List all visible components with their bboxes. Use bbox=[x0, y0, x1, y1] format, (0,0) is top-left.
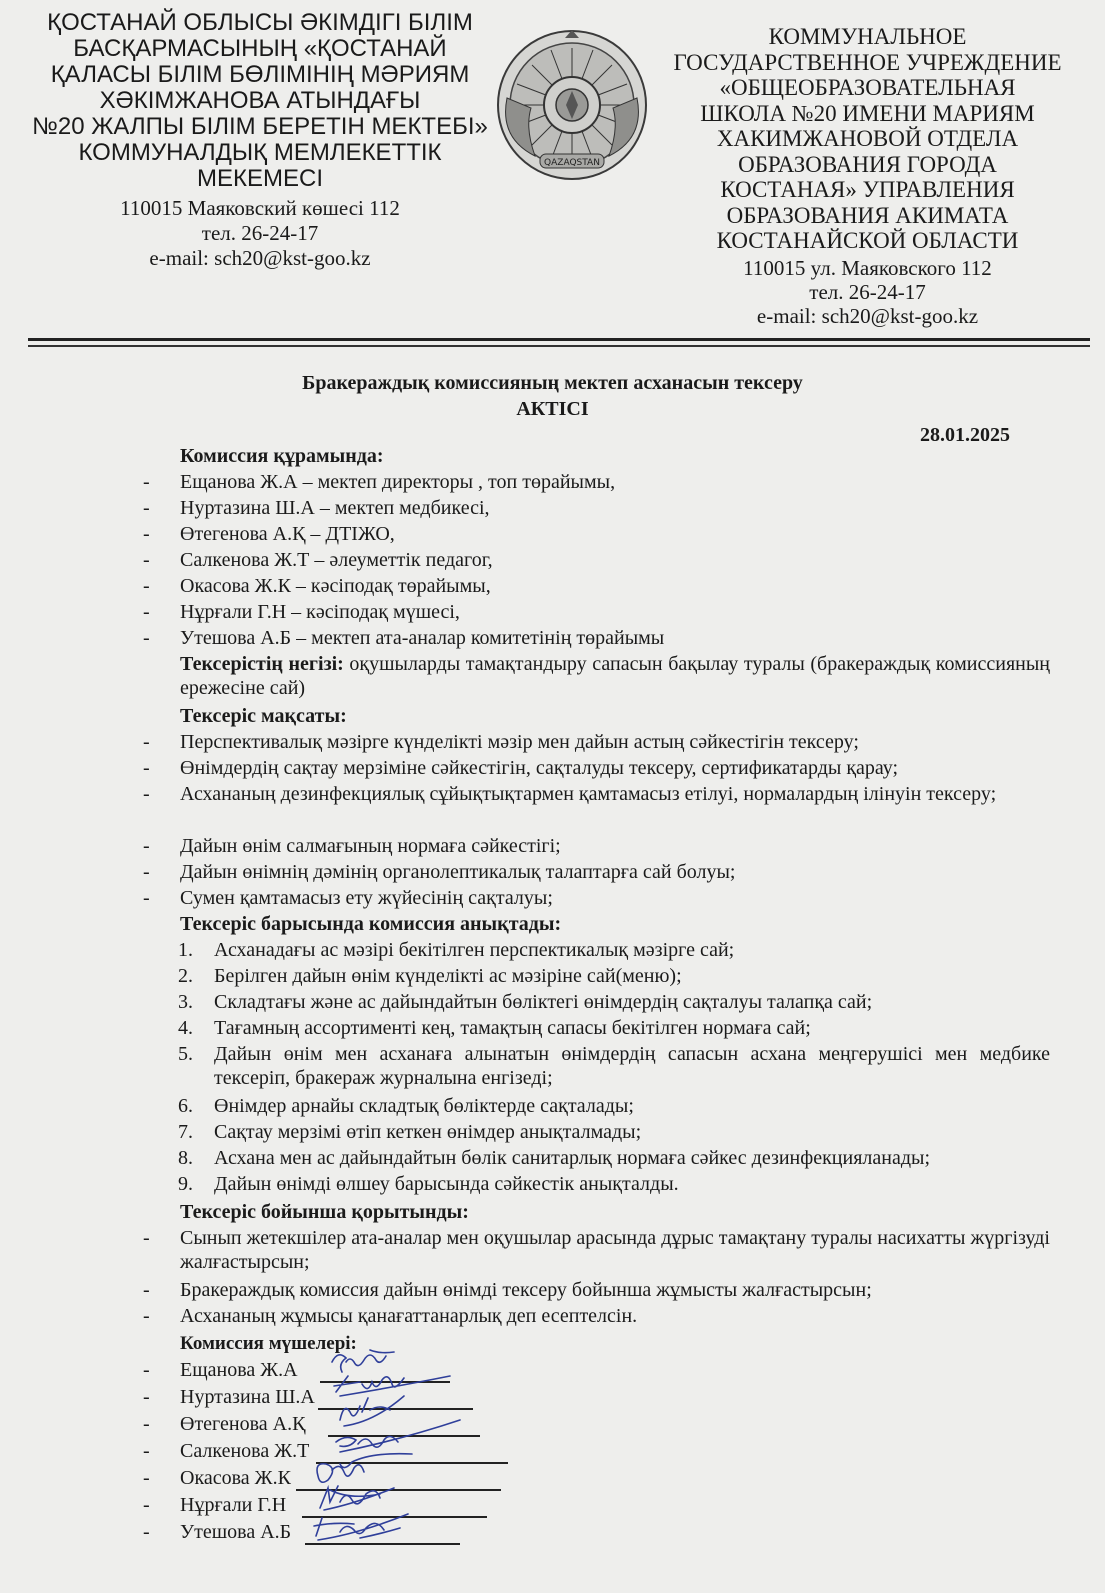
commission-member: Утешова А.Б – мектеп ата-аналар комитетінің төрайымы bbox=[180, 627, 665, 649]
purpose-item: Перспективалық мәзірге күнделікті мәзір мен дайын астың сәйкестігін тексеру; bbox=[180, 731, 859, 753]
finding-item: Сақтау мерзімі өтіп кеткен өнімдер анықталмады; bbox=[214, 1121, 642, 1143]
list-bullet: - bbox=[143, 575, 150, 597]
basis-label: Тексерістің негізі: bbox=[180, 653, 344, 675]
purpose-item: Дайын өнімнің дәмінің органолептикалық талаптарға сай болуы; bbox=[180, 861, 736, 883]
header-line: ҚОСТАНАЙ ОБЛЫСЫ ӘКІМДІГІ БІЛІМ bbox=[47, 9, 473, 36]
finding-item: Складтағы және ас дайындайтын бөліктегі өнімдердің сақталуы талапқа сай; bbox=[214, 991, 873, 1013]
header-line: ҚАЛАСЫ БІЛІМ БӨЛІМІНІҢ МӘРИЯМ bbox=[50, 61, 470, 88]
list-bullet: - bbox=[143, 1440, 150, 1462]
finding-item: Тағамның ассортименті кең, тамақтың сапасы бекітілген нормаға сай; bbox=[214, 1017, 811, 1039]
header-line: МЕКЕМЕСІ bbox=[197, 165, 323, 192]
list-number: 7. bbox=[178, 1121, 193, 1143]
conclusion-item: Сынып жетекшілер ата-аналар мен оқушылар арасында дұрыс тамақтану туралы насихатты жүргізуді жалғастырсын; bbox=[180, 1227, 1050, 1273]
list-bullet: - bbox=[143, 835, 150, 857]
document-date: 28.01.2025 bbox=[920, 424, 1010, 446]
header-line: КОММУНАЛДЫҚ МЕМЛЕКЕТТІК bbox=[78, 139, 442, 166]
header-russian bbox=[665, 24, 1070, 328]
signatory-name: Ещанова Ж.А bbox=[180, 1359, 298, 1381]
commission-heading: Комиссия құрамында: bbox=[180, 445, 384, 467]
phone-line: тел. 26-24-17 bbox=[201, 221, 319, 245]
finding-item: Дайын өнімді өлшеу барысында сәйкестік анықталды. bbox=[214, 1173, 679, 1195]
phone-line: тел. 26-24-17 bbox=[809, 279, 926, 304]
signature-stroke bbox=[334, 1376, 450, 1396]
commission-member: Нұрғали Г.Н – кәсіподақ мүшесі, bbox=[180, 601, 460, 623]
list-bullet: - bbox=[143, 523, 150, 545]
header-line: БАСҚАРМАСЫНЫҢ «ҚОСТАНАЙ bbox=[73, 35, 447, 62]
header-line: КОСТАНАЯ» УПРАВЛЕНИЯ bbox=[720, 177, 1015, 202]
commission-member: Өтегенова А.Қ – ДТІЖО, bbox=[180, 523, 395, 545]
list-bullet: - bbox=[143, 887, 150, 909]
list-bullet: - bbox=[143, 1494, 150, 1516]
header-line: ШКОЛА №20 ИМЕНИ МАРИЯМ bbox=[700, 100, 1035, 126]
list-number: 4. bbox=[178, 1017, 193, 1039]
header-line: КОММУНАЛЬНОЕ bbox=[768, 24, 967, 49]
header-line: ХАКИМЖАНОВОЙ ОТДЕЛА bbox=[716, 126, 1019, 151]
header-line: ХӘКІМЖАНОВА АТЫНДАҒЫ bbox=[99, 87, 421, 114]
header-divider-thin bbox=[28, 345, 1090, 347]
purpose-item: Сумен қамтамасыз ету жүйесінің сақталуы; bbox=[180, 887, 553, 909]
address-line: 110015 Маяковский көшесі 112 bbox=[120, 196, 400, 220]
header-kazakh bbox=[30, 10, 490, 271]
purpose-item: Асхананың дезинфекциялық сұйықтықтармен қамтамасыз етілуі, нормалардың ілінуін тексеру; bbox=[180, 783, 997, 805]
basis-text: оқушыларды тамақтандыру сапасын бақылау туралы (бракераждық комиссияның ережесіне сай) bbox=[180, 653, 1050, 699]
header-line: КОСТАНАЙСКОЙ ОБЛАСТИ bbox=[716, 228, 1019, 253]
list-bullet: - bbox=[143, 861, 150, 883]
purpose-item: Дайын өнім салмағының нормаға сәйкестігі; bbox=[180, 835, 561, 857]
state-emblem-icon bbox=[495, 28, 650, 183]
signatory-name: Окасова Ж.К bbox=[180, 1467, 291, 1489]
list-bullet: - bbox=[143, 1521, 150, 1543]
signatory-name: Утешова А.Б bbox=[180, 1521, 292, 1543]
list-bullet: - bbox=[143, 783, 150, 805]
finding-item: Берілген дайын өнім күнделікті ас мәзіріне сай(меню); bbox=[214, 965, 682, 987]
list-bullet: - bbox=[143, 1279, 150, 1301]
list-bullet: - bbox=[143, 497, 150, 519]
header-divider bbox=[28, 338, 1090, 341]
document-title-act: АКТІСІ bbox=[516, 398, 589, 420]
commission-member: Ещанова Ж.А – мектеп директоры , топ төрайымы, bbox=[180, 471, 616, 493]
list-bullet: - bbox=[143, 1386, 150, 1408]
finding-item: Асханадағы ас мәзірі бекітілген перспектикалық мәзірге сай; bbox=[214, 939, 735, 961]
signature-stroke bbox=[320, 1486, 394, 1510]
email-line: e-mail: sch20@kst-goo.kz bbox=[756, 303, 979, 328]
header-line: ОБРАЗОВАНИЯ АКИМАТА bbox=[726, 202, 1009, 228]
list-bullet: - bbox=[143, 757, 150, 779]
signatory-name: Нуртазина Ш.А bbox=[180, 1386, 315, 1408]
commission-member: Салкенова Ж.Т – әлеуметтік педагог, bbox=[180, 549, 493, 571]
list-bullet: - bbox=[143, 471, 150, 493]
emblem-text: QAZAQSTAN bbox=[544, 158, 600, 168]
list-bullet: - bbox=[143, 1227, 150, 1249]
finding-item: Өнімдер арнайы складтық бөліктерде сақталады; bbox=[214, 1095, 634, 1117]
signatory-name: Нұрғали Г.Н bbox=[180, 1494, 287, 1516]
list-number: 5. bbox=[178, 1043, 193, 1065]
conclusion-item: Асхананың жұмысы қанағаттанарлық деп есептелсін. bbox=[180, 1305, 638, 1327]
signatory-name: Өтегенова А.Қ bbox=[180, 1413, 306, 1435]
finding-item: Дайын өнім мен асханаға алынатын өнімдердің сапасын асхана меңгерушісі мен медбике тексеріп, бракераж журналына енгізеді; bbox=[214, 1043, 1050, 1089]
conclusion-item: Бракераждық комиссия дайын өнімді тексеру бойынша жұмысты жалғастырсын; bbox=[180, 1279, 872, 1301]
signature-stroke bbox=[336, 1420, 460, 1452]
findings-heading: Тексеріс барысында комиссия анықтады: bbox=[180, 913, 562, 935]
signature-stroke bbox=[314, 1514, 408, 1540]
list-bullet: - bbox=[143, 1413, 150, 1435]
commission-member: Окасова Ж.К – кәсіподақ төрайымы, bbox=[180, 575, 491, 597]
email-line: e-mail: sch20@kst-goo.kz bbox=[149, 246, 371, 270]
list-bullet: - bbox=[143, 731, 150, 753]
signature-stroke bbox=[340, 1396, 404, 1426]
list-bullet: - bbox=[143, 601, 150, 623]
signature-stroke bbox=[332, 1350, 394, 1372]
commission-member: Нуртазина Ш.А – мектеп медбикесі, bbox=[180, 497, 490, 519]
signatory-name: Салкенова Ж.Т bbox=[180, 1440, 310, 1462]
document-title: Бракераждық комиссияның мектеп асханасын тексеру bbox=[302, 372, 803, 394]
finding-item: Асхана мен ас дайындайтын бөлік санитарлық нормаға сәйкес дезинфекцияланады; bbox=[214, 1147, 931, 1169]
basis-paragraph bbox=[180, 652, 1050, 700]
list-bullet: - bbox=[143, 1467, 150, 1489]
list-number: 3. bbox=[178, 991, 193, 1013]
list-number: 9. bbox=[178, 1173, 193, 1195]
list-number: 1. bbox=[178, 939, 193, 961]
list-number: 8. bbox=[178, 1147, 193, 1169]
list-number: 6. bbox=[178, 1095, 193, 1117]
list-bullet: - bbox=[143, 627, 150, 649]
list-bullet: - bbox=[143, 1305, 150, 1327]
header-line: «ОБЩЕОБРАЗОВАТЕЛЬНАЯ bbox=[719, 75, 1016, 100]
list-number: 2. bbox=[178, 965, 193, 987]
handwritten-signatures bbox=[300, 1340, 540, 1565]
purpose-item: Өнімдердің сақтау мерзіміне сәйкестігін, сақталуды тексеру, сертификатарды қарау; bbox=[180, 757, 899, 779]
list-bullet: - bbox=[143, 549, 150, 571]
signature-stroke bbox=[317, 1454, 412, 1483]
address-line: 110015 ул. Маяковского 112 bbox=[743, 255, 992, 280]
conclusion-heading: Тексеріс бойынша қорытынды: bbox=[180, 1201, 469, 1223]
header-line: №20 ЖАЛПЫ БІЛІМ БЕРЕТІН МЕКТЕБІ» bbox=[32, 113, 488, 140]
list-bullet: - bbox=[143, 1359, 150, 1381]
header-line: ОБРАЗОВАНИЯ ГОРОДА bbox=[738, 151, 997, 177]
signatures-heading: Комиссия мүшелері: bbox=[180, 1333, 357, 1354]
header-line: ГОСУДАРСТВЕННОЕ УЧРЕЖДЕНИЕ bbox=[673, 49, 1062, 75]
purpose-heading: Тексеріс мақсаты: bbox=[180, 705, 347, 727]
